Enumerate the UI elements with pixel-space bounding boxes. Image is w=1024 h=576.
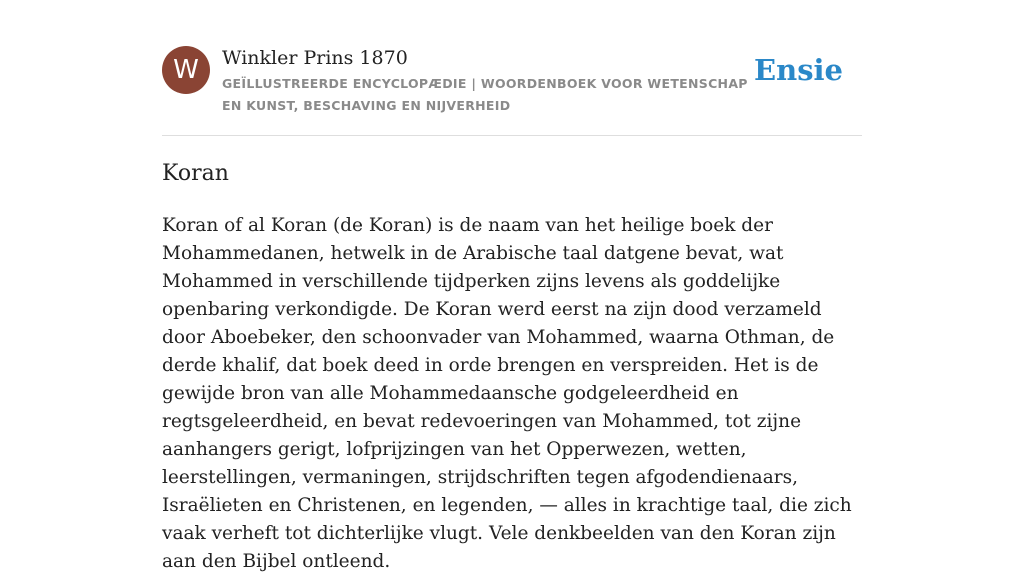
ensie-logo[interactable]: Ensie bbox=[754, 53, 843, 87]
source-avatar[interactable]: W bbox=[162, 46, 210, 94]
header-divider bbox=[162, 135, 862, 136]
article-body: Koran of al Koran (de Koran) is de naam van het heilige boek der Mohammedanen, hetwelk in de Arabische taal datgene bevat, wat Mohammed in verschillende tijdperken zijns levens als goddelijke openbaring verkondigde. De Koran werd eerst na zijn dood verzameld door Aboebeker, den schoonvader van Mohammed, waarna Othman, de derde khalif, dat boek deed in orde brengen en verspreiden. Het is de gewijde bron van alle Mohammedaansche godgeleerdheid en regtsgeleerdheid, en bevat redevoeringen van Mohammed, tot zijne aanhangers gerigt, lofprijzingen van het Opperwezen, wetten, leerstellingen, vermaningen, strijdschriften tegen afgodendienaars, Israëlieten en Christenen, en legenden, — alles in krachtige taal, die zich vaak verheft tot dichterlijke vlugt. Vele denkbeelden van den Koran zijn aan den Bijbel ontleend. bbox=[162, 215, 852, 572]
source-subtitle: GEÏLLUSTREERDE ENCYCLOPÆDIE | WOORDENBOEK VOOR WETENSCHAP EN KUNST, BESCHAVING EN NIJVERHEID bbox=[222, 76, 748, 113]
article-title: Koran bbox=[162, 161, 229, 186]
source-header bbox=[162, 46, 862, 116]
page bbox=[162, 0, 862, 572]
source-title[interactable]: Winkler Prins 1870 bbox=[222, 47, 408, 69]
